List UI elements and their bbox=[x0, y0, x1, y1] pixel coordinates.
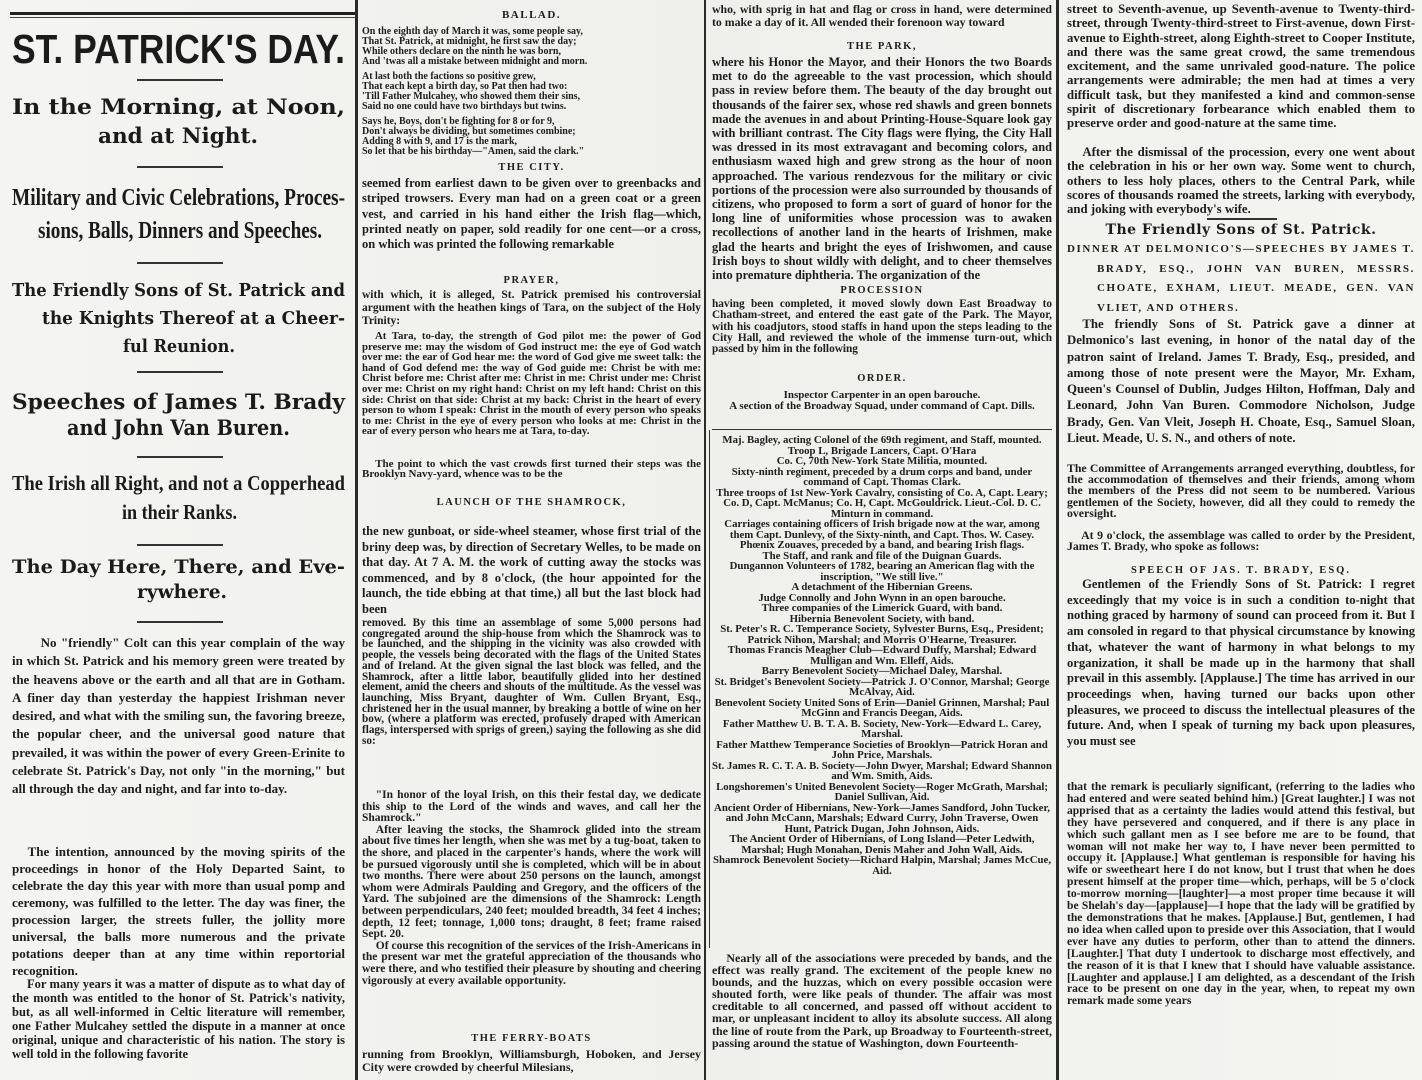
column-divider bbox=[704, 0, 706, 1080]
paragraph-text: The friendly Sons of St. Patrick gave a dinner at Delmonico's last evening, in honor of the natal day of the patron saint of Ireland. James T. Brady, Esq., presided, and among those of note present were the Mayor, Mr. Exham, Queen's Counsel of Dublin, Judges Hilton, Hoffman, Daly and Leonard, John Van Buren. Commodore Nicholson, Judge Brady, Gen. Van Vleit, Joseph H. Choate, Esq., Samuel Sloan, Lieut. Meade, U. S. N., and others of note. bbox=[1067, 317, 1415, 446]
paragraph-text: The Committee of Arrangements arranged everything, doubtless, for the accommodation of themselves and their friends, among whom the members of the Press did not seem to be numbered. Various gentlemen of the Society, however, did all they could to remedy the oversight. bbox=[1067, 461, 1415, 520]
order-entry: A section of the Broadway Squad, under command of Capt. Dills. bbox=[729, 400, 1035, 412]
speech-paragraph bbox=[1067, 577, 1415, 782]
order-entry: St. Bridget's Benevolent Society—Patrick J. O'Connor, Marshal; George McAlvay, Aid. bbox=[714, 675, 1050, 698]
column-3 bbox=[712, 0, 1052, 1080]
order-entry: Troop L, Brigade Lancers, Capt. O'Hara bbox=[787, 444, 977, 457]
order-entry: Judge Connolly and John Wynn in an open barouche. bbox=[758, 591, 1006, 604]
deck-line: in their Ranks. bbox=[122, 500, 237, 524]
article-paragraph bbox=[712, 3, 1052, 41]
paragraph-text: street to Seventh-avenue, up Seventh-avenue to Twenty-third-street, through Twenty-third-street to First-avenue, down First-avenue to Eighth-street, along Eighth-street to Cooper Institute, and there was the same great crowd, the same tremendous excitement, and the same unrivaled good-nature. The police arrangements were admirable; the men had at times a very difficult task, but they manifested a kind and common-sense spirit of discretionary forbearance which enabled them to preserve order and good-nature at the same time. bbox=[1067, 2, 1415, 131]
article-paragraph bbox=[1067, 145, 1415, 218]
article-paragraph bbox=[362, 618, 701, 790]
paragraph-text: removed. By this time an assemblage of some 5,000 persons had congregated around the ship-house from which the Shamrock was to be launched, and the shipping in the vicinity was also crowded with people, the vessels being decorated with the flags of the United States and of Ireland. At the given signal the last block was felled, and the Shamrock, after a little labor, beautifully glided into her destined element, amid the cheers and shouts of the multitude. As the vessel was launching, Miss Bryant, daughter of Wm. Cullen Bryant, Esq., christened her in the usual manner, by breaking a bottle of wine on her bow, (where a platform was erected, profusely draped with American flags, interspersed with sprigs of green,) saying the following as she did so: bbox=[362, 617, 701, 747]
deck-line: The Day Here, There, and Eve- bbox=[12, 556, 345, 578]
deck-line: ful Reunion. bbox=[123, 336, 235, 357]
divider bbox=[712, 429, 1052, 430]
verse-line: On the eighth day of March it was, some people say, bbox=[362, 26, 583, 37]
verse-line: 'Till Father Mulcahey, who showed them their sins, bbox=[362, 91, 581, 102]
ballad-heading: BALLAD. bbox=[501, 9, 562, 21]
ballad-stanza bbox=[362, 117, 701, 161]
article-paragraph bbox=[712, 952, 1052, 1076]
procession-order-list bbox=[712, 435, 1052, 950]
order-entry: Three troops of 1st New-York Cavalry, consisting of Co. A, Capt. Leary; Co. D, Capt. McManus; Co. H, Capt. McGouldrick. Lieut.-Col. D. C. Minturn in command. bbox=[716, 486, 1048, 520]
deck-line: The Irish all Right, and not a Copperhead bbox=[12, 471, 346, 495]
paragraph-text: where his Honor the Mayor, and their Honors the two Boards met to do the agreeable to the vast procession, which should pass in review before them. The beauty of the day brought out thousands of the fairer sex, whose red shawls and green bonnets made the avenues in and about Printing-House-Square look gay with brilliant contrast. The City flags were flying, the City Hall was dressed in its most extravagant and becoming colors, and enthusiasm waxed high and grew strong as the hour of noon approached. The various rendezvous for the military or civic portions of the procession were also surrounded by thousands of citizens, who proposed to form a sort of guard of honor for the long line of uniformities whose procession was to awaken recollections of another land in the hearts of Irishmen, make glad the hearts and bright the eyes of Irishwomen, and cause Irish boys to shout wildly with delight, and to cheer themselves into premature diphtheria. The organization of the bbox=[712, 55, 1052, 283]
verse-line: That St. Patrick, at midnight, he first saw the day; bbox=[362, 36, 577, 47]
paragraph-text: Gentlemen of the Friendly Sons of St. Patrick: I regret exceedingly that my voice is in such a condition to-night that nothing graced by harmony of sound can proceed from it. But I am consoled in regard to that physical circumstance by knowing that, whatever the want of harmony in what belongs to my organization, it shall be made up in the harmony that shall prevail in this assembly. [Applause.] The time has arrived in our proceedings when, having turned our backs upon other pleasures, we proceed to discuss the intellectual pleasures of the future. And, when I speak of turning my back upon pleasures, you must see bbox=[1067, 577, 1415, 749]
ballad-stanza bbox=[362, 27, 701, 71]
article-paragraphs bbox=[362, 790, 701, 1032]
paragraph-text: At Tara, to-day, the strength of God pilot me: the power of God preserve me: may the wisdom of God instruct me: the eye of God watch over me: the ear of God hear me: the word of God give me sweet talk: the hand of God defend me: the way of God guide me: Christ be with me: Christ before me: Christ after me: Christ in me: Christ under me: Christ over me: Christ on my right hand: Christ on my left hand: Christ on this side: Christ on that side: Christ at my back: Christ in the heart of every person to whom I speak: Christ in the mouth of every person who speaks to me: Christ in the eye of every person who looks at me: Christ in the ear of every person who hears me at Tara, to-day. bbox=[362, 330, 701, 438]
order-entry: Father Matthew Temperance Societies of Brooklyn—Patrick Horan and John Price, Marshals. bbox=[716, 738, 1048, 761]
order-entry: Phœnix Zouaves, preceded by a band, and bearing Irish flags. bbox=[739, 539, 1025, 551]
article-paragraph bbox=[12, 634, 345, 838]
speech-paragraph bbox=[1067, 781, 1415, 1079]
deck-line: and John Van Buren. bbox=[67, 415, 290, 440]
divider bbox=[709, 430, 710, 948]
article-subheading bbox=[1067, 240, 1415, 318]
order-entry: Dungannon Volunteers of 1782, bearing an American flag with the inscription, "We still live." bbox=[729, 560, 1035, 583]
order-entry: Hibernia Benevolent Society, with band. bbox=[789, 612, 975, 625]
section-heading: THE PARK, bbox=[847, 41, 917, 52]
order-entry: Carriages containing officers of Irish brigade now at the war, among them Capt. Dunlevy, of the Sixty-ninth, and Capt. Thos. W. Casey. bbox=[724, 518, 1040, 541]
deck-line: sions, Balls, Dinners and Speeches. bbox=[38, 218, 322, 244]
subheading-text: DINNER AT DELMONICO'S—SPEECHES BY JAMES T. BRADY, ESQ., JOHN VAN BUREN, MESSRS. CHOATE, EXHAM, LIEUT. MEADE, GEN. VAN VLIET, AND OTHERS. bbox=[1067, 243, 1415, 314]
order-entry: The Staff, and rank and file of the Duignan Guards. bbox=[762, 549, 1002, 562]
article-paragraph bbox=[12, 843, 345, 979]
paragraph-text: running from Brooklyn, Williamsburgh, Hoboken, and Jersey City were crowded by cheerful Milesians, bbox=[362, 1047, 701, 1074]
section-heading: SPEECH OF JAS. T. BRADY, ESQ. bbox=[1131, 565, 1351, 576]
paragraph-text: No "friendly" Colt can this year complain of the way in which St. Patrick and his memory green were treated by the heavens above or the earth and all that are in Gotham. A finer day than yesterday the happiest Irishman never desired, and what with the smiling sun, the favoring breeze, the popular cheer, and the universal good nature that prevailed, it was within the power of every Green-Erinite to celebrate St. Patrick's Day, not only "in the morning," but all through the day and night, and far into to-day. bbox=[12, 635, 345, 797]
order-entry: Ancient Order of Hibernians, New-York—James Sandford, John Tucker, and John McCann, Marshals; Edward Curry, John Traverse, Owen Hunt, Patrick Dugan, John Johnson, Aids. bbox=[714, 801, 1050, 835]
column-2 bbox=[362, 0, 701, 1080]
column-4 bbox=[1067, 0, 1415, 1080]
paragraph-text: At 9 o'clock, the assemblage was called to order by the President, James T. Brady, who spoke as follows: bbox=[1067, 528, 1415, 553]
order-entry: A detachment of the Hibernian Greens. bbox=[791, 581, 973, 593]
paragraph-text: that the remark is peculiarly significant, (referring to the ladies who had entered and were seated behind him.) [Great laughter.] I was not apprised that as a certainty the ladies would attend this festival, but they have persevered and conquered, and if there is any place in which such gallant men as I see before me are to be found, that woman will not make her way to, I have never been permitted to occupy it. [Applause.] What gentleman is responsible for having his wife or sweetheart here I do not know, but I trust that when he does present himself at the proper time—which, perhaps, will be 5 o'clock to-morrow morning—[laughter]—a most proper time because it will be Shelah's day—[applause]—I hope that the lady will be gratified by the demonstrations that he makes. [Applause.] But, gentlemen, I had no idea when called upon to preside over this Association, that I would ever have any duties to perform, other than to attend the dinners. [Laughter.] That duty I undertook to discharge most effectively, and the reason of it is that I knew that I should have valuable assistance. [Laughter and applause.] I am delighted, as a descendant of the Irish race to be present on one day in the year, when, to repeat my own remark made some years bbox=[1067, 780, 1415, 1008]
order-entry: Inspector Carpenter in an open barouche. bbox=[783, 389, 981, 401]
order-entry: Co. C, 70th New-York State Militia, mounted. bbox=[776, 455, 988, 467]
paragraph-text: The intention, announced by the moving spirits of the proceedings in honor of the Holy Departed Saint, to celebrate the day this year with more than usual pomp and ceremony, was fulfilled to the letter. The day was finer, the procession larger, the streets fuller, the jollity more universal, the balls more numerous and the private potations deeper than at any time within reportorial recognition. bbox=[12, 844, 345, 978]
paragraph-text: After leaving the stocks, the Shamrock glided into the stream about five times her length, when she was met by a tug-boat, taken to the shore, and placed in the carpenter's hands, where the work will be pursued vigorously until she is completed, which will be in about two months. There were about 250 persons on the launch, amongst whom were Admirals Paulding and Gregory, and the officers of the Yard. The subjoined are the dimensions of the Shamrock: Length between perpendiculars, 240 feet; moulded breadth, 34 feet 4 inches; depth, 12 feet; tonnage, 1,000 tons; draught, 8 feet; frame raised Sept. 20. bbox=[362, 823, 701, 941]
order-entry: The Ancient Order of Hibernians, of Long Island—Peter Ledwith, Marshal; Hugh Monahan, Denis Maher and John Wall, Aids. bbox=[729, 833, 1035, 856]
column-divider bbox=[1056, 0, 1059, 1080]
article-heading: The Friendly Sons of St. Patrick. bbox=[1105, 222, 1377, 238]
paragraph-text: The point to which the vast crowds first turned their steps was the Brooklyn Navy-yard, whence was to be the bbox=[362, 458, 701, 480]
deck-line: the Knights Thereof at a Cheer- bbox=[42, 308, 345, 329]
deck-line: In the Morning, at Noon, bbox=[12, 94, 345, 119]
section-heading: PRAYER, bbox=[503, 275, 560, 286]
article-paragraph bbox=[712, 55, 1052, 283]
paragraph-text: the new gunboat, or side-wheel steamer, whose first trial of the briny deep was, by direction of Secretary Welles, to be made on that day. At 7 A. M. the work of cutting away the stocks was commenced, and by 8 o'clock, (the hour appointed for the launch, the tide ebbing at that time,) all but the last block had been bbox=[362, 524, 701, 616]
paragraph-text: Of course this recognition of the services of the Irish-Americans in the present war met the grateful appreciation of the thousands who were there, and who testified their pleasure by shouting and cheering vigorously at every available opportunity. bbox=[362, 939, 701, 987]
verse-line: So let that be his birthday—"Amen, said the clark." bbox=[362, 146, 585, 157]
article-paragraph bbox=[1067, 530, 1415, 564]
section-heading: PROCESSION bbox=[840, 285, 924, 296]
ballad-stanza bbox=[362, 72, 701, 116]
article-paragraph bbox=[712, 299, 1052, 368]
order-entry: Maj. Bagley, acting Colonel of the 69th regiment, and Staff, mounted. bbox=[722, 434, 1042, 446]
paragraph-text: who, with sprig in hat and flag or cross in hand, were determined to make a day of it. All wended their forenoon way toward bbox=[712, 2, 1052, 29]
article-paragraph bbox=[362, 459, 701, 490]
section-heading: ORDER. bbox=[857, 373, 907, 384]
deck-line: Military and Civic Celebrations, Proces- bbox=[12, 185, 346, 211]
order-entry: Barry Benevolent Society—Michael Daley, Marshal. bbox=[761, 665, 1003, 677]
deck-line: Speeches of James T. Brady bbox=[12, 389, 346, 414]
section-heading: LAUNCH OF THE SHAMROCK, bbox=[436, 497, 627, 508]
paragraph-text: After the dismissal of the procession, every one went about the celebration in his or her own way. Some went to church, others to less holy places, others to the Central Park, while scores of thousands roamed the streets, larking with everybody, and joking with everybody's wife. bbox=[1067, 145, 1415, 217]
order-preamble bbox=[712, 390, 1052, 428]
verse-line: Adding 8 with 9, and 17 is the mark, bbox=[362, 136, 518, 147]
section-heading: THE CITY. bbox=[498, 162, 565, 173]
deck-line: rywhere. bbox=[137, 581, 227, 603]
verse-line: While others declare on the ninth he was born, bbox=[362, 46, 561, 57]
prayer-text bbox=[362, 331, 701, 459]
paragraph-text: Nearly all of the associations were preceded by bands, and the effect was really grand. The excitement of the people knew no bounds, and the huzzas, which on every possible occasion were shouted forth, were like peals of thunder. The affair was most creditable to all concerned, and passed off without accident to mar, or unpleasant incident to alloy its absolute success. All along the line of route from the Park, up Broadway to Fourteenth-street, passing around the statue of Washington, down Fourteenth- bbox=[712, 951, 1052, 1050]
article-paragraph bbox=[1067, 2, 1415, 146]
deck-line: The Friendly Sons of St. Patrick and bbox=[12, 280, 346, 301]
order-entry: Three companies of the Limerick Guard, with band. bbox=[761, 602, 1003, 614]
verse-line: And 'twas all a mistake between midnight and morn. bbox=[362, 56, 588, 67]
headline: ST. PATRICK'S DAY. bbox=[12, 26, 345, 72]
order-entry: Benevolent Society United Sons of Erin—Daniel Grinnen, Marshal; Paul McGinn and Francis Deegan, Aids. bbox=[714, 696, 1050, 719]
article-paragraph bbox=[362, 1048, 701, 1078]
article-paragraph bbox=[12, 978, 345, 1078]
article-paragraph bbox=[362, 176, 701, 269]
article-paragraph bbox=[362, 289, 701, 329]
article-paragraph bbox=[362, 524, 701, 618]
verse-line: Said no one could have two birthdays but twins. bbox=[362, 101, 567, 112]
order-entry: St. James R. C. T. A. B. Society—John Dwyer, Marshal; Edward Shannon and Wm. Smith, Aids. bbox=[712, 759, 1052, 782]
verse-line: Don't always be dividing, but sometimes combine; bbox=[362, 126, 576, 137]
verse-line: At last both the factions so positive grew, bbox=[362, 71, 536, 82]
paragraph-text: seemed from earliest dawn to be given over to greenbacks and striped trowsers. Every man had on a green coat or a green vest, and carried in his hand either the Irish flag—which, printed neatly on paper, sold readily for one cent—or a cross, on which was printed the following remarkable bbox=[362, 176, 701, 252]
deck-line: and at Night. bbox=[98, 123, 258, 148]
column-1 bbox=[0, 0, 355, 1080]
article-paragraph bbox=[1067, 463, 1415, 531]
paragraph-text: with which, it is alleged, St. Patrick premised his controversial argument with the heathen kings of Tara, on the subject of the Holy Trinity: bbox=[362, 289, 701, 327]
paragraph-text: having been completed, it moved slowly down East Broadway to Chatham-street, and entered the east gate of the Park. The Mayor, with his coadjutors, stood staffs in hand upon the steps leading to the City Hall, and reviewed the whole of the immense turn-out, which passed by him in the following bbox=[712, 298, 1052, 356]
headline-block bbox=[0, 0, 355, 630]
section-heading: THE FERRY-BOATS bbox=[471, 1033, 592, 1044]
order-entry: St. Peter's R. C. Temperance Society, Sylvester Burns, Esq., President; Patrick Nihon, Marshal; and Morris O'Hearne, Treasurer. bbox=[720, 623, 1044, 646]
order-entry: Thomas Francis Meagher Club—Edward Duffy, Marshal; Edward Mulligan and Wm. Elleff, Aids. bbox=[727, 644, 1037, 667]
order-entry: Sixty-ninth regiment, preceded by a drum corps and band, under command of Capt. Thomas Clark. bbox=[731, 465, 1033, 488]
verse-line: That each kept a birth day, so Pat then had two: bbox=[362, 81, 568, 92]
order-entry: Longshoremen's United Benevolent Society—Roger McGrath, Marshal; Daniel Sullivan, Aid. bbox=[716, 780, 1048, 803]
column-divider bbox=[355, 0, 358, 1080]
article-paragraph bbox=[1067, 316, 1415, 464]
verse-line: Says he, Boys, don't be fighting for 8 or for 9, bbox=[362, 116, 555, 127]
paragraph-text: "In honor of the loyal Irish, on this their festal day, we dedicate this ship to the Lord of the winds and waves, and call her the Shamrock." bbox=[362, 789, 701, 825]
divider bbox=[1207, 218, 1277, 220]
paragraph-text: For many years it was a matter of dispute as to what day of the month was entitled to the honor of St. Patrick's nativity, but, as all well-informed in Celtic literature will remember, one Father Mulcahey settled the dispute in a manner at once original, unique and characteristic of his nation. The story is well told in the following favorite bbox=[12, 977, 345, 1061]
order-entry: Father Matthew U. B. T. A. B. Society, New-York—Edward L. Carey, Marshal. bbox=[722, 717, 1042, 740]
order-entry: Shamrock Benevolent Society—Richard Halpin, Marshal; James McCue, Aid. bbox=[712, 854, 1052, 877]
